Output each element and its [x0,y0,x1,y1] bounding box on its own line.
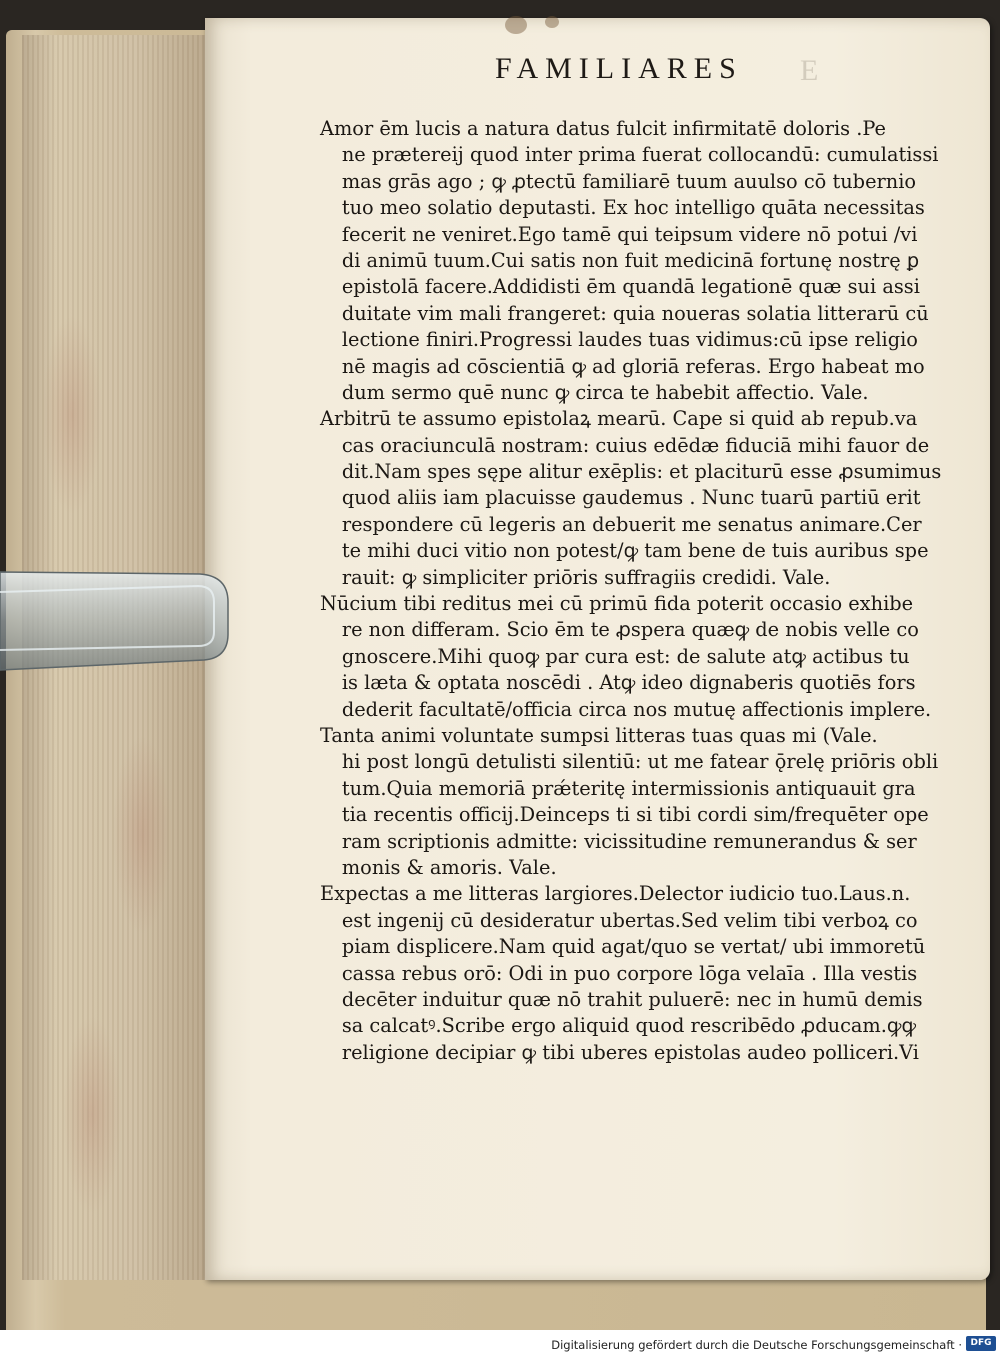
text-line: mas grās ago ; ꝙ ꝓtectū familiarē tuum auulso cō tubernio [341,169,917,193]
edge-stain [42,315,102,515]
text-line: dum sermo quē nunc ꝙ circa te habebit affectio. Vale. [341,380,869,404]
text-line: tuo meo solatio deputasti. Ex hoc intelligo quāta necessitas [341,196,925,220]
text-line: respondere cū legeris an debuerit me senatus animare.Cer [341,512,922,536]
text-line: tia recentis officij.Deinceps ti si tibi cordi sim/frequēter ope [341,803,929,827]
text-line: Nūcium tibi reditus mei cū primū fida poterit occasio exhibe [320,592,914,616]
text-line: is læta & optata noscēdi . Atꝙ ideo dignaberis quotiēs fors [341,671,916,695]
text-line: monis & amoris. Vale. [341,855,557,879]
footer-bar [0,1330,1000,1359]
text-line: gnoscere.Mihi quoꝙ par cura est: de salute atꝙ actibus tu [341,644,910,668]
footer-credit: Digitalisierung gefördert durch die Deutsche Forschungsgemeinschaft · [551,1338,962,1352]
bookmark-clip [0,562,232,674]
text-line: epistolā facere.Addidisti ēm quandā legationē quæ sui assi [341,275,920,299]
text-line: te mihi duci vitio non potest/ꝙ tam bene de tuis auribus spe [341,539,929,563]
text-line: ram scriptionis admitte: vicissitudine remunerandus & ser [341,829,917,853]
text-line: quod aliis iam placuisse gaudemus . Nunc tuarū partiū erit [341,486,921,510]
dfg-logo: DFG [966,1336,996,1351]
show-through-letter: E [800,54,819,87]
text-line: cas oraciunculā nostram: cuius edēdæ fiduciā mihi fauor de [341,433,930,457]
page-stain [545,16,559,28]
text-line: Expectas a me litteras largiores.Delector iudicio tuo.Laus.n. [320,882,911,906]
text-line: re non differam. Scio ēm te ꝓspera quæꝙ de nobis velle co [341,618,919,642]
text-line: di animū tuum.Cui satis non fuit medicinā fortunę nostrę ꝑ [341,248,920,272]
text-line: duitate vim mali frangeret: quia noueras solatia litterarū cū [341,301,929,325]
text-line: tum.Quia memoriā prǽteritę intermissionis antiquauit gra [341,776,916,800]
page-body-text [320,116,965,1066]
text-line: cassa rebus orō: Odi in puo corpore lōga velaīa . Illa vestis [341,961,918,985]
edge-stain [112,735,172,935]
text-line: dederit facultatē/officia circa nos mutuę affectionis implere. [341,697,932,721]
text-line: dit.Nam spes sępe alitur exēplis: et placiturū esse ꝓsumimus [341,460,942,484]
text-line: nē magis ad cōscientiā ꝙ ad gloriā referas. Ergo habeat mo [341,354,925,378]
text-line: lectione finiri.Progressi laudes tuas vidimus:cū ipse religio [341,328,918,352]
text-line: religione decipiar ꝙ tibi uberes epistolas audeo polliceri.Vi [341,1040,919,1064]
text-line: fecerit ne veniret.Ego tamē qui teipsum videre nō potui /vi [341,222,918,246]
text-line: rauit: ꝙ simpliciter priōris suffragiis credidi. Vale. [341,565,831,589]
text-line: decēter induitur quæ nō trahit puluerē: nec in humū demis [341,987,923,1011]
text-line: hi post longū detulisti silentiū: ut me fatear ǭrelę priōris obli [341,750,939,774]
text-line: sa calcatꝰ.Scribe ergo aliquid quod rescribēdo ꝓducam.ꝙꝙ [341,1014,916,1038]
edge-stain [62,1015,122,1215]
text-line: est ingenij cū desideratur ubertas.Sed velim tibi verboꝝ co [341,908,918,932]
text-line: ne prætereij quod inter prima fuerat collocandū: cumulatissi [341,143,939,167]
page-stain [505,16,527,34]
text-line: Amor ēm lucis a natura datus fulcit infirmitatē doloris .Pe [320,117,886,140]
text-line: Arbitrū te assumo epistolaꝝ mearū. Cape si quid ab repub.va [320,407,918,431]
text-line: Tanta animi voluntate sumpsi litteras tuas quas mi (Vale. [320,723,878,747]
running-head: FAMILIARES [495,52,743,85]
text-line: piam displicere.Nam quid agat/quo se vertat/ ubi immoretū [341,935,926,959]
